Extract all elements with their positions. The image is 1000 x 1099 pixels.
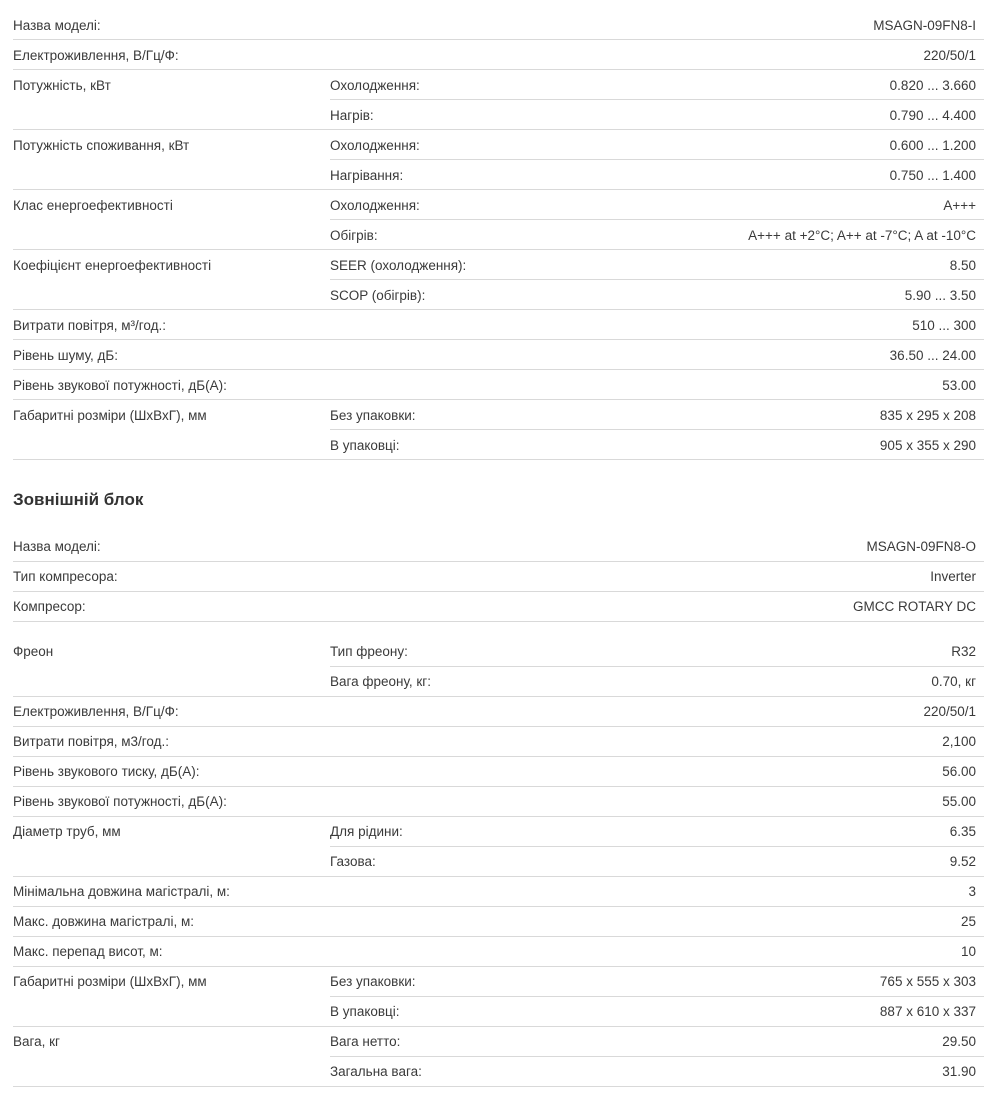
spec-subrow	[330, 280, 984, 309]
spec-label: Назва моделі:	[13, 18, 101, 33]
spec-subrow	[330, 70, 984, 100]
spec-value: 510 ... 300	[912, 318, 976, 333]
spec-label: Клас енергоефективності	[13, 198, 173, 213]
spec-label: Рівень звукового тиску, дБ(А):	[13, 764, 200, 779]
spec-value: Inverter	[930, 569, 976, 584]
spec-subrow	[330, 400, 984, 430]
spec-value: 905 x 355 x 290	[879, 438, 976, 453]
spec-sublabel: SEER (охолодження):	[330, 258, 467, 273]
outdoor-spec-table-top	[13, 532, 984, 622]
spec-value: 5.90 ... 3.50	[904, 288, 976, 303]
spec-value: 31.90	[942, 1064, 976, 1079]
spec-label: Назва моделі:	[13, 539, 101, 554]
spec-subrow	[330, 967, 984, 997]
spec-value: 220/50/1	[923, 48, 976, 63]
spec-value: 0.750 ... 1.400	[889, 168, 976, 183]
spec-value: 0.600 ... 1.200	[889, 138, 976, 153]
spec-value: 220/50/1	[923, 704, 976, 719]
spec-row	[13, 787, 984, 817]
spec-value: 29.50	[942, 1034, 976, 1049]
spec-label: Електроживлення, В/Гц/Ф:	[13, 704, 179, 719]
spec-sublabel: В упаковці:	[330, 438, 400, 453]
spec-sublabel: Вага фреону, кг:	[330, 674, 431, 689]
spec-subrow	[330, 1057, 984, 1086]
spec-group	[13, 400, 984, 460]
outdoor-spec-table	[13, 637, 984, 1087]
spec-sublabel: Обігрів:	[330, 228, 378, 243]
spec-label: Мінімальна довжина магістралі, м:	[13, 884, 230, 899]
spec-value: MSAGN-09FN8-I	[873, 18, 976, 33]
spec-sublabel: Тип фреону:	[330, 644, 408, 659]
spec-group	[13, 817, 984, 877]
spec-subrow	[330, 130, 984, 160]
spec-value: 36.50 ... 24.00	[889, 348, 976, 363]
spec-value: 25	[960, 914, 976, 929]
spec-subrow	[330, 190, 984, 220]
spec-label: Вага, кг	[13, 1034, 60, 1049]
spec-value: 2,100	[942, 734, 976, 749]
spec-value: 56.00	[942, 764, 976, 779]
spec-subrow	[330, 667, 984, 696]
spec-label: Компресор:	[13, 599, 86, 614]
spec-sublabel: Вага нетто:	[330, 1034, 401, 1049]
spec-sublabel: Нагрів:	[330, 108, 374, 123]
spec-label: Рівень звукової потужності, дБ(А):	[13, 378, 227, 393]
spec-value: 8.50	[949, 258, 976, 273]
spec-row	[13, 727, 984, 757]
spec-subrow	[330, 847, 984, 876]
spec-row	[13, 310, 984, 340]
spec-value: 9.52	[949, 854, 976, 869]
spec-row	[13, 907, 984, 937]
spec-sublabel: SCOP (обігрів):	[330, 288, 426, 303]
spec-row	[13, 40, 984, 70]
spec-label: Витрати повітря, м³/год.:	[13, 318, 167, 333]
spec-row	[13, 370, 984, 400]
spec-value: 765 x 555 x 303	[879, 974, 976, 989]
spec-label: Потужність споживання, кВт	[13, 138, 190, 153]
indoor-spec-table	[13, 10, 984, 460]
spec-subrow	[330, 430, 984, 459]
spec-value: A+++ at +2°C; A++ at -7°C; A at -10°C	[748, 228, 976, 243]
spec-value: MSAGN-09FN8-O	[866, 539, 976, 554]
spec-label: Фреон	[13, 644, 54, 659]
spec-value: 3	[968, 884, 976, 899]
spec-sublabel: В упаковці:	[330, 1004, 400, 1019]
spec-label: Рівень звукової потужності, дБ(А):	[13, 794, 227, 809]
spec-row	[13, 697, 984, 727]
spec-row	[13, 877, 984, 907]
spec-group	[13, 250, 984, 310]
spec-value: 0.820 ... 3.660	[889, 78, 976, 93]
spec-sublabel: Загальна вага:	[330, 1064, 422, 1079]
spec-label: Габаритні розміри (ШхВхГ), мм	[13, 408, 207, 423]
spec-group	[13, 70, 984, 130]
spec-label: Електроживлення, В/Гц/Ф:	[13, 48, 179, 63]
spec-subrow	[330, 220, 984, 249]
spec-row	[13, 10, 984, 40]
spec-label: Макс. довжина магістралі, м:	[13, 914, 194, 929]
spec-value: A+++	[943, 198, 976, 213]
spec-value: 835 x 295 x 208	[879, 408, 976, 423]
spec-sublabel: Охолодження:	[330, 198, 420, 213]
spec-row	[13, 532, 984, 562]
spec-label: Рівень шуму, дБ:	[13, 348, 119, 363]
spec-value: 55.00	[942, 794, 976, 809]
spec-subrow	[330, 160, 984, 189]
spec-sublabel: Охолодження:	[330, 138, 420, 153]
spec-subrow	[330, 100, 984, 129]
spec-group	[13, 967, 984, 1027]
spec-value: 10	[960, 944, 976, 959]
spec-group	[13, 637, 984, 697]
spec-label: Макс. перепад висот, м:	[13, 944, 163, 959]
spec-value: GMCC ROTARY DC	[852, 599, 976, 614]
spec-group	[13, 190, 984, 250]
outdoor-section-title: Зовнішній блок	[13, 490, 144, 509]
spec-group	[13, 130, 984, 190]
spec-label: Габаритні розміри (ШхВхГ), мм	[13, 974, 207, 989]
spec-row	[13, 562, 984, 592]
spec-subrow	[330, 997, 984, 1026]
spec-row	[13, 592, 984, 622]
spec-value: 0.70, кг	[931, 674, 976, 689]
spec-label: Витрати повітря, м3/год.:	[13, 734, 170, 749]
spec-value: 0.790 ... 4.400	[889, 108, 976, 123]
spec-label: Потужність, кВт	[13, 78, 111, 93]
spec-label: Діаметр труб, мм	[13, 824, 121, 839]
spec-value: 6.35	[949, 824, 976, 839]
spec-group	[13, 1027, 984, 1087]
spec-value: R32	[951, 644, 976, 659]
spec-label: Коефіцієнт енергоефективності	[13, 258, 212, 273]
spec-sublabel: Газова:	[330, 854, 376, 869]
spec-value: 887 x 610 x 337	[879, 1004, 976, 1019]
spec-subrow	[330, 817, 984, 847]
spec-subrow	[330, 637, 984, 667]
spec-sublabel: Без упаковки:	[330, 974, 416, 989]
spec-sublabel: Нагрівання:	[330, 168, 404, 183]
spec-sublabel: Охолодження:	[330, 78, 420, 93]
spec-row	[13, 757, 984, 787]
spec-value: 53.00	[942, 378, 976, 393]
spec-subrow	[330, 250, 984, 280]
spec-row	[13, 340, 984, 370]
spec-sublabel: Для рідини:	[330, 824, 403, 839]
spec-subrow	[330, 1027, 984, 1057]
spec-label: Тип компресора:	[13, 569, 118, 584]
spec-sublabel: Без упаковки:	[330, 408, 416, 423]
spec-row	[13, 937, 984, 967]
